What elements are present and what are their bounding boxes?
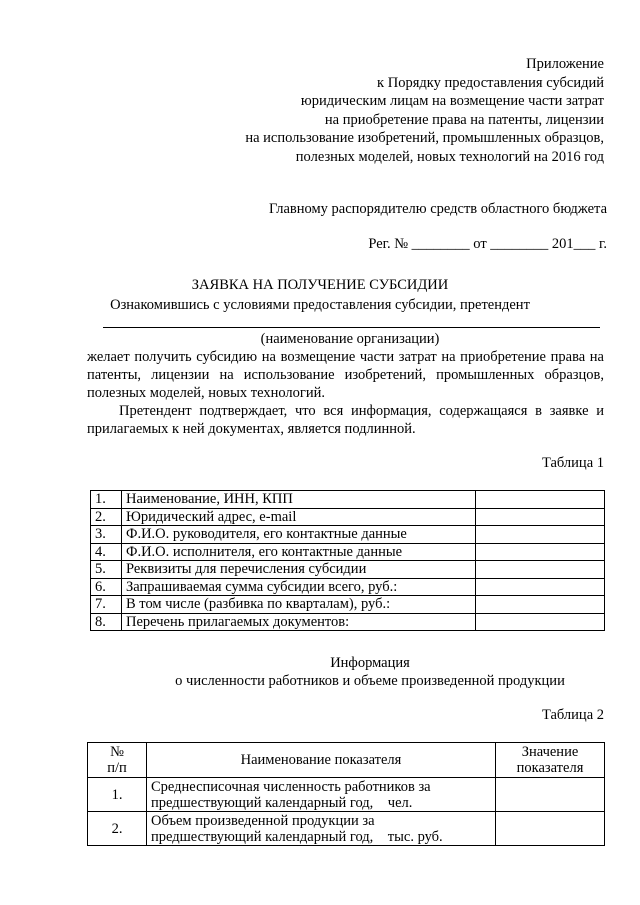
row-number: 3. [91, 526, 122, 544]
applicant-info-table [90, 490, 605, 631]
indicator-line: Объем произведенной продукции за [151, 812, 375, 829]
indicators-table [87, 742, 605, 846]
table-row [88, 812, 605, 846]
row-number: 1. [91, 491, 122, 509]
info-subheading: о численности работников и объеме произведенной продукции [175, 673, 565, 689]
row-indicator-value[interactable] [496, 778, 605, 812]
row-value[interactable] [476, 578, 605, 596]
row-label: В том числе (разбивка по кварталам), руб.: [122, 596, 476, 614]
row-value[interactable] [476, 561, 605, 579]
appendix-line: на приобретение права на патенты, лицензии [324, 111, 604, 128]
organization-name-line [103, 327, 600, 328]
row-number: 2. [91, 508, 122, 526]
header-value-line: Значение [521, 744, 579, 760]
paragraph-request: желает получить субсидию на возмещение части затрат на приобретение права на патенты, лицензии на использование изобретений, промышленных образцов, полезных моделей, новых технологий. [87, 349, 604, 401]
table-row [91, 596, 605, 614]
table2-caption: Таблица 2 [541, 707, 604, 723]
row-value[interactable] [476, 526, 605, 544]
row-value[interactable] [476, 613, 605, 631]
appendix-header [245, 55, 604, 167]
row-label: Ф.И.О. исполнителя, его контактные данные [122, 543, 476, 561]
document-subtitle: Ознакомившись с условиями предоставления субсидии, претендент [110, 297, 530, 313]
indicator-line: предшествующий календарный год, тыс. руб. [151, 828, 443, 845]
row-label: Перечень прилагаемых документов: [122, 613, 476, 631]
table-header-row [88, 743, 605, 778]
table-row [91, 526, 605, 544]
row-number: 6. [91, 578, 122, 596]
recipient-line: Главному распорядителю средств областного бюджета [268, 201, 607, 217]
row-indicator-name [147, 812, 496, 846]
appendix-line: юридическим лицам на возмещение части затрат [300, 93, 604, 110]
table-row [91, 561, 605, 579]
table-row [91, 613, 605, 631]
header-value-line: показателя [516, 760, 584, 776]
row-label: Наименование, ИНН, КПП [122, 491, 476, 509]
appendix-line: Приложение [526, 56, 604, 72]
row-value[interactable] [476, 543, 605, 561]
row-value[interactable] [476, 508, 605, 526]
row-label: Запрашиваемая сумма субсидии всего, руб.: [122, 578, 476, 596]
appendix-line: к Порядку предоставления субсидий [377, 74, 604, 91]
row-value[interactable] [476, 491, 605, 509]
document-title: ЗАЯВКА НА ПОЛУЧЕНИЕ СУБСИДИИ [191, 277, 449, 293]
header-number-line: № [110, 744, 124, 760]
indicator-line: предшествующий календарный год, чел. [151, 794, 413, 811]
table-row [88, 778, 605, 812]
row-number: 1. [88, 778, 147, 812]
info-heading: Информация [330, 655, 410, 671]
header-number-line: п/п [107, 760, 127, 776]
table-row [91, 578, 605, 596]
indicator-line: Среднесписочная численность работников за [151, 778, 431, 795]
row-indicator-value[interactable] [496, 812, 605, 846]
registration-line: Рег. № ________ от ________ 201___ г. [368, 236, 607, 252]
row-indicator-name [147, 778, 496, 812]
row-number: 5. [91, 561, 122, 579]
table-row [91, 508, 605, 526]
organization-caption: (наименование организации) [260, 331, 440, 347]
row-label: Реквизиты для перечисления субсидии [122, 561, 476, 579]
appendix-line: полезных моделей, новых технологий на 2016 год [295, 148, 604, 165]
paragraph-confirmation: Претендент подтверждает, что вся информация, содержащаяся в заявке и прилагаемых к ней документах, является подлинной. [87, 403, 604, 437]
row-number: 8. [91, 613, 122, 631]
table1-caption: Таблица 1 [541, 455, 604, 471]
appendix-line: на использование изобретений, промышленных образцов, [245, 130, 604, 147]
table-row [91, 491, 605, 509]
row-label: Юридический адрес, e-mail [122, 508, 476, 526]
table-row [91, 543, 605, 561]
row-number: 4. [91, 543, 122, 561]
row-label: Ф.И.О. руководителя, его контактные данные [122, 526, 476, 544]
row-number: 2. [88, 812, 147, 846]
header-indicator-name: Наименование показателя [147, 743, 496, 778]
header-number [88, 743, 147, 778]
row-number: 7. [91, 596, 122, 614]
row-value[interactable] [476, 596, 605, 614]
header-indicator-value [496, 743, 605, 778]
